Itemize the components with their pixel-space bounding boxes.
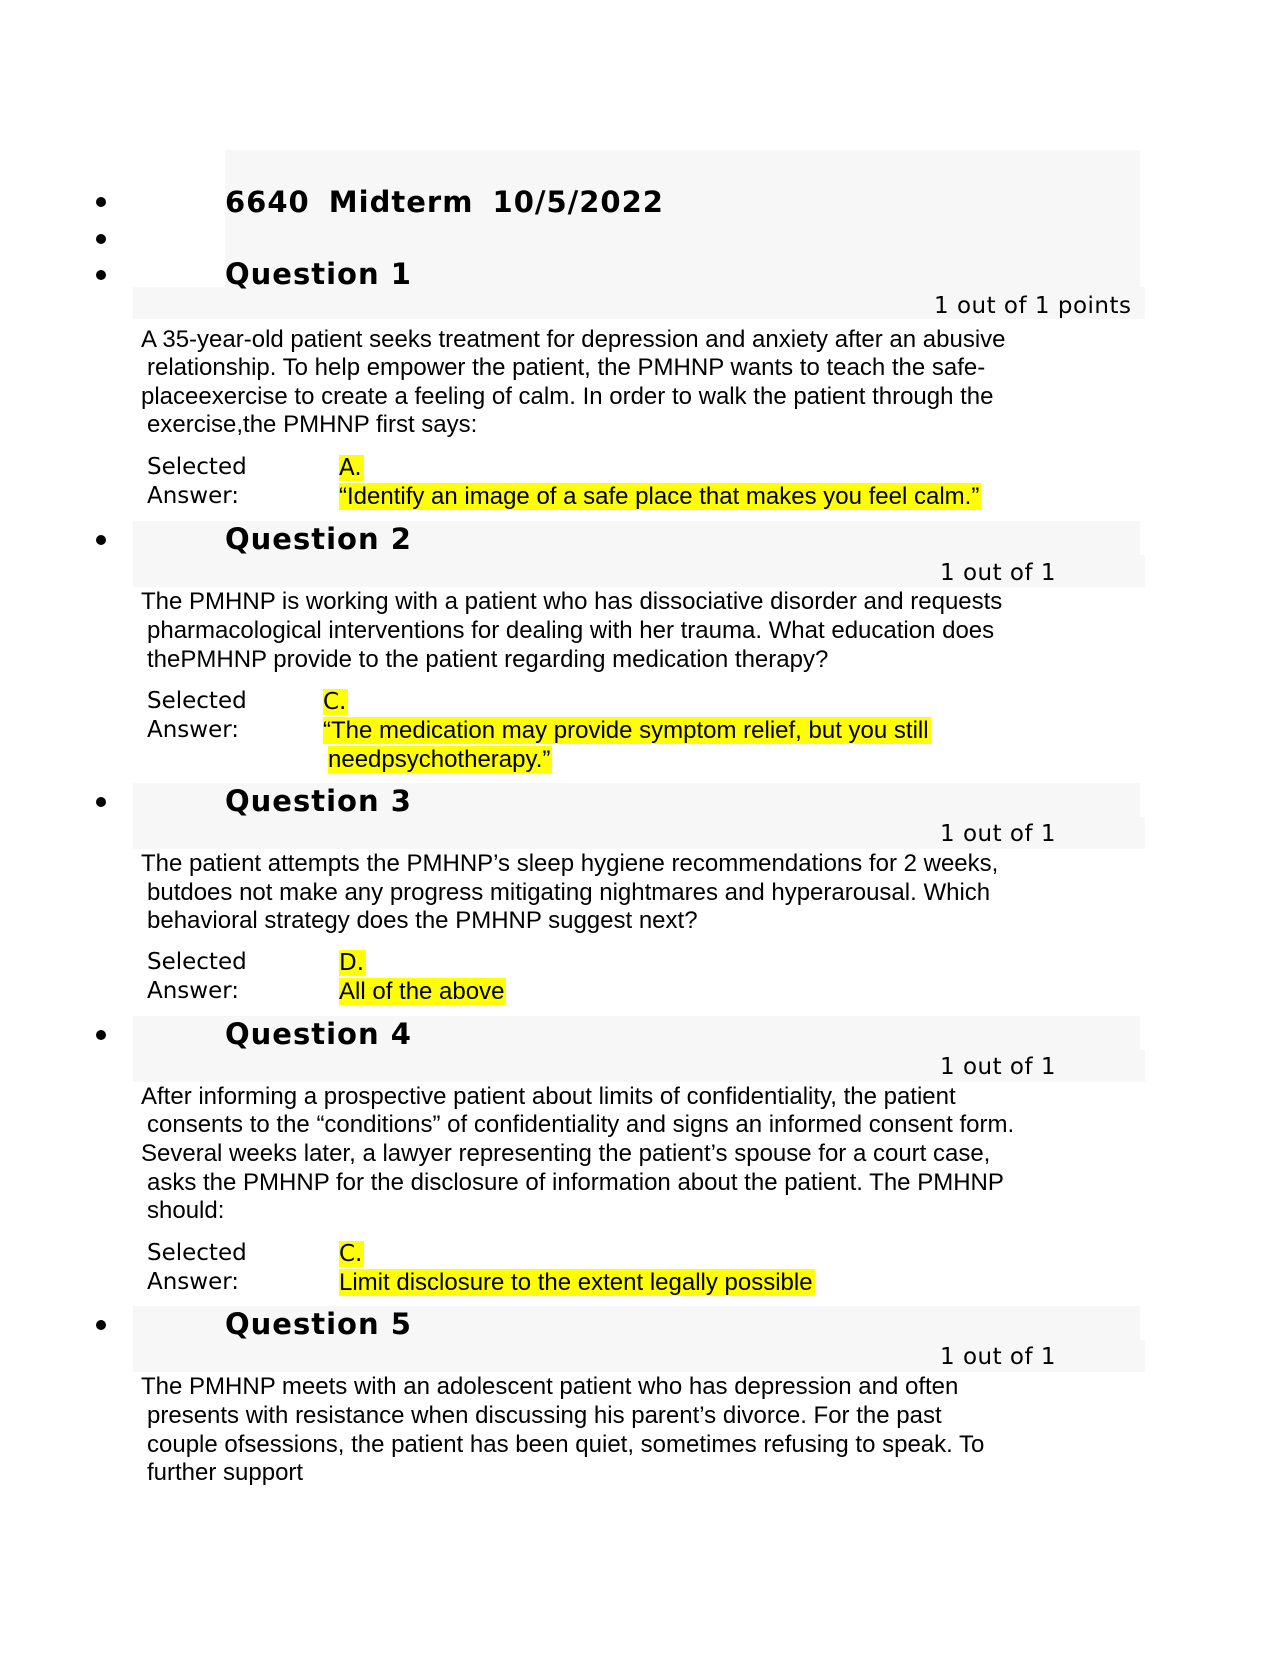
question-3-text-line: butdoes not make any progress mitigating nightmares and hyperarousal. Which: [147, 879, 991, 906]
selected-answer-label: Answer:: [147, 978, 240, 1004]
question-3-heading: Question 3: [225, 784, 412, 818]
bullet: [96, 535, 106, 545]
question-4-text-line: asks the PMHNP for the disclosure of information about the patient. The PMHNP: [147, 1169, 1004, 1196]
question-1-answer-text: “Identify an image of a safe place that makes you feel calm.”: [339, 483, 980, 510]
question-3-text-line: The patient attempts the PMHNP’s sleep hygiene recommendations for 2 weeks,: [141, 850, 999, 877]
bullet: [96, 270, 106, 280]
question-1-text-line: placeexercise to create a feeling of calm. In order to walk the patient through the: [141, 383, 994, 410]
question-1-heading: Question 1: [225, 257, 412, 291]
selected-answer-label: Selected: [147, 1240, 247, 1266]
selected-answer-label: Selected: [147, 454, 247, 480]
question-1-score: 1 out of 1 points: [934, 293, 1132, 319]
selected-answer-label: Answer:: [147, 717, 240, 743]
question-5-score: 1 out of 1: [940, 1344, 1057, 1370]
question-4-text-line: should:: [147, 1197, 225, 1224]
question-2-text-line: thePMHNP provide to the patient regarding medication therapy?: [147, 646, 829, 673]
question-4-score: 1 out of 1: [940, 1054, 1057, 1080]
selected-answer-label: Answer:: [147, 1269, 240, 1295]
question-4-text-line: consents to the “conditions” of confidentiality and signs an informed consent form.: [147, 1111, 1015, 1138]
question-1-answer-letter: A.: [339, 455, 362, 481]
page-title: 6640 Midterm 10/5/2022: [225, 185, 664, 219]
bullet: [96, 1030, 106, 1040]
question-4-heading: Question 4: [225, 1017, 412, 1051]
bullet: [96, 234, 106, 244]
question-1-text-line: relationship. To help empower the patient, the PMHNP wants to teach the safe-: [147, 354, 986, 381]
question-4-answer-text: Limit disclosure to the extent legally possible: [339, 1269, 813, 1296]
question-5-text-line: presents with resistance when discussing his parent’s divorce. For the past: [147, 1402, 942, 1429]
question-4-text-line: After informing a prospective patient about limits of confidentiality, the patient: [141, 1083, 956, 1110]
selected-answer-label: Selected: [147, 949, 247, 975]
bullet: [96, 1320, 106, 1330]
question-2-text-line: pharmacological interventions for dealing with her trauma. What education does: [147, 617, 995, 644]
question-5-text-line: The PMHNP meets with an adolescent patient who has depression and often: [141, 1373, 959, 1400]
question-3-text-line: behavioral strategy does the PMHNP suggest next?: [147, 907, 698, 934]
question-2-heading: Question 2: [225, 522, 412, 556]
question-3-answer-letter: D.: [339, 950, 365, 976]
bullet: [96, 197, 106, 207]
question-2-answer-text: “The medication may provide symptom relief, but you still: [323, 717, 929, 744]
bullet: [96, 797, 106, 807]
question-5-heading: Question 5: [225, 1307, 412, 1341]
question-2-answer-letter: C.: [323, 689, 347, 715]
question-5-text-line: couple ofsessions, the patient has been quiet, sometimes refusing to speak. To: [147, 1431, 985, 1458]
question-2-score: 1 out of 1: [940, 560, 1057, 586]
question-4-answer-letter: C.: [339, 1241, 363, 1267]
question-3-answer-text: All of the above: [339, 978, 505, 1005]
question-1-text-line: exercise,the PMHNP first says:: [147, 411, 478, 438]
question-4-text-line: Several weeks later, a lawyer representing the patient’s spouse for a court case,: [141, 1140, 991, 1167]
question-1-text-line: A 35-year-old patient seeks treatment for depression and anxiety after an abusive: [141, 326, 1006, 353]
selected-answer-label: Selected: [147, 688, 247, 714]
selected-answer-label: Answer:: [147, 483, 240, 509]
question-2-answer-text: needpsychotherapy.”: [328, 746, 551, 773]
question-3-score: 1 out of 1: [940, 821, 1057, 847]
question-2-text-line: The PMHNP is working with a patient who has dissociative disorder and requests: [141, 588, 1003, 615]
question-5-text-line: further support: [147, 1459, 304, 1486]
